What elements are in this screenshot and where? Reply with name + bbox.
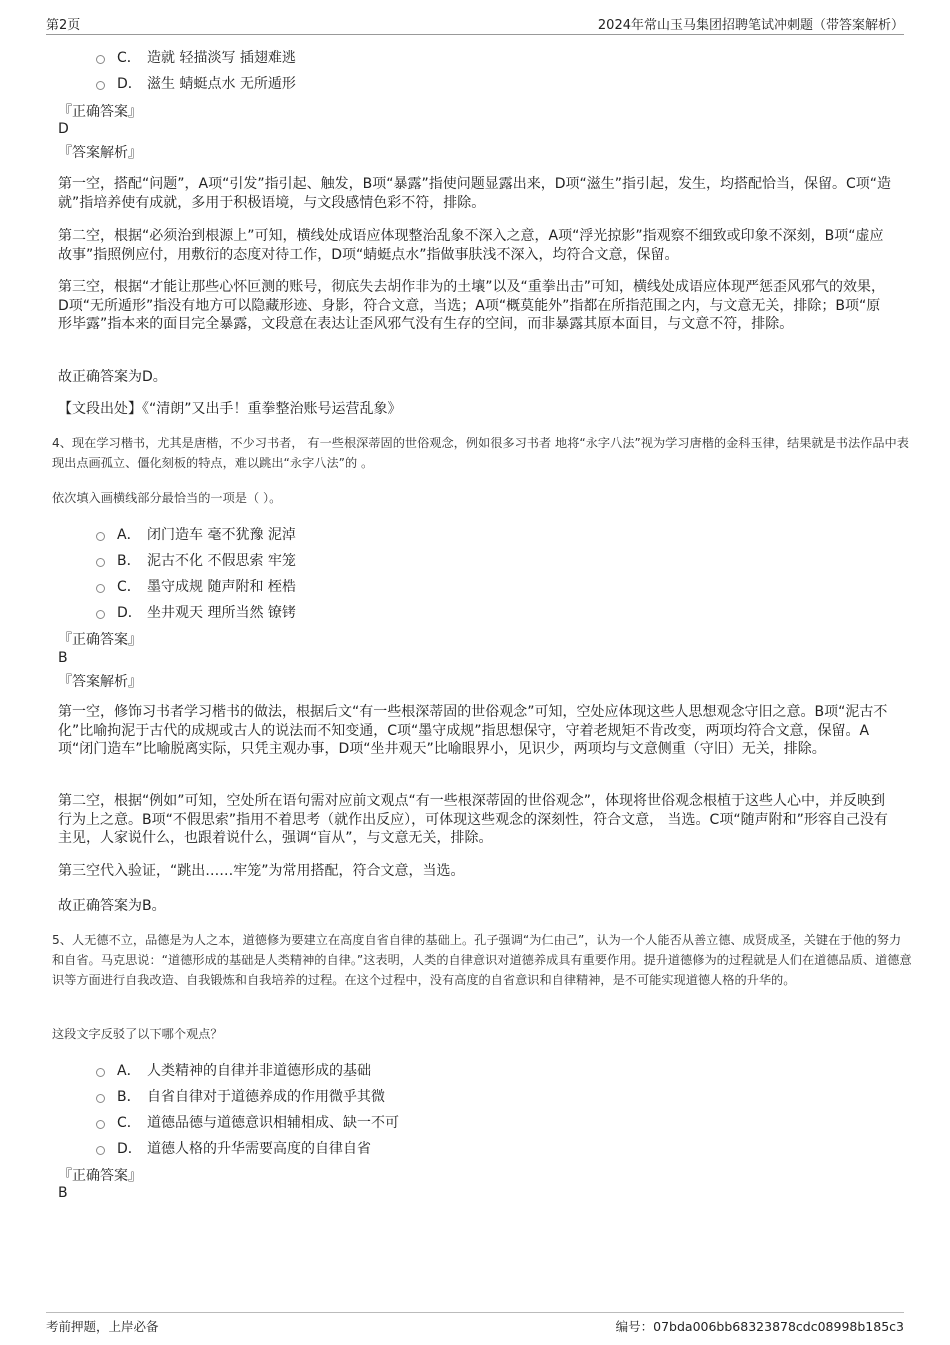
conclusion: 故正确答案为B。 — [58, 898, 166, 914]
q4-option-a[interactable]: A． 闭门造车 毫不犹豫 泥淖 — [96, 524, 296, 544]
page-header — [46, 14, 904, 35]
page-footer — [46, 1312, 904, 1335]
question-prompt: 这段文字反驳了以下哪个观点？ — [52, 1027, 223, 1041]
radio-icon[interactable] — [96, 1120, 105, 1129]
answer-label: 『正确答案』 — [58, 104, 142, 120]
radio-icon[interactable] — [96, 55, 105, 64]
analysis-paragraph: 第三空，根据“才能让那些心怀叵测的账号，彻底失去胡作非为的土壤”以及“重拳出击”可知，横线处成语应体现严惩歪风邪气的效果，D项“无所遁形”指没有地方可以隐藏形迹、身影，符合文意，当选；A项“概莫能外”指都在所指范围之内，与文意无关，排除；B项“原形毕露”指本来的面目完全暴露，文段意在表达让歪风邪气没有生存的空间，而非暴露其原本面目，与文意不符，排除。 — [58, 279, 886, 332]
answer-value: B — [58, 650, 68, 666]
answer-label: 『正确答案』 — [58, 1168, 142, 1184]
radio-icon[interactable] — [96, 1094, 105, 1103]
q5-option-c[interactable]: C． 道德品德与道德意识相辅相成、缺一不可 — [96, 1112, 399, 1132]
question-stem: 4、现在学习楷书，尤其是唐楷，不少习书者， 有一些根深蒂固的世俗观念，例如很多习书者 地将“永字八法”视为学习唐楷的金科玉律，结果就是书法作品中表现出点画孤立、僵化刻板的特点，难以跳出“永字八法”的 。 — [52, 436, 909, 470]
answer-label: 『正确答案』 — [58, 632, 142, 648]
analysis-paragraph: 第二空，根据“必须治到根源上”可知，横线处成语应体现整治乱象不深入之意，A项“浮光掠影”指观察不细致或印象不深刻，B项“虚应故事”指照例应付，用敷衍的态度对待工作，D项“蜻蜓点水”指做事肤浅不深入，均符合文意，保留。 — [58, 228, 884, 263]
q3-option-c[interactable]: C． 造就 轻描淡写 插翅难逃 — [96, 47, 296, 67]
analysis-label: 『答案解析』 — [58, 145, 142, 161]
radio-icon[interactable] — [96, 584, 105, 593]
q3-option-d[interactable]: D． 滋生 蜻蜓点水 无所遁形 — [96, 73, 296, 93]
radio-icon[interactable] — [96, 558, 105, 567]
document-id: 编号：07bda006bb68323878cdc08998b185c3 — [615, 1319, 904, 1334]
q5-option-b[interactable]: B． 自省自律对于道德养成的作用微乎其微 — [96, 1086, 385, 1106]
q5-option-a[interactable]: A． 人类精神的自律并非道德形成的基础 — [96, 1060, 371, 1080]
radio-icon[interactable] — [96, 532, 105, 541]
radio-icon[interactable] — [96, 610, 105, 619]
radio-icon[interactable] — [96, 81, 105, 90]
q5-option-d[interactable]: D． 道德人格的升华需要高度的自律自省 — [96, 1138, 371, 1158]
analysis-paragraph: 第三空代入验证，“跳出……牢笼”为常用搭配，符合文意，当选。 — [58, 863, 465, 879]
q4-option-b[interactable]: B． 泥古不化 不假思索 牢笼 — [96, 550, 296, 570]
answer-value: D — [58, 121, 69, 137]
q4-option-c[interactable]: C． 墨守成规 随声附和 桎梏 — [96, 576, 296, 596]
question-prompt: 依次填入画横线部分最恰当的一项是（ ）。 — [52, 491, 282, 505]
q4-option-d[interactable]: D． 坐井观天 理所当然 镣铐 — [96, 602, 296, 622]
radio-icon[interactable] — [96, 1146, 105, 1155]
page-number: 第2页 — [46, 18, 81, 33]
source-citation: 【文段出处】《“清朗”又出手！重拳整治账号运营乱象》 — [58, 401, 402, 417]
analysis-paragraph: 第一空，修饰习书者学习楷书的做法，根据后文“有一些根深蒂固的世俗观念”可知，空处应体现这些人思想观念守旧之意。B项“泥古不化”比喻拘泥于古代的成规或古人的说法而不知变通，C项“墨守成规”指思想保守，守着老规矩不肯改变，两项均符合文意，保留。A项“闭门造车”比喻脱离实际，只凭主观办事，D项“坐井观天”比喻眼界小，见识少，两项均与文意侧重（守旧）无关，排除。 — [58, 704, 888, 757]
analysis-label: 『答案解析』 — [58, 674, 142, 690]
document-title: 2024年常山玉马集团招聘笔试冲刺题（带答案解析） — [597, 18, 904, 33]
radio-icon[interactable] — [96, 1068, 105, 1077]
question-stem: 5、人无德不立，品德是为人之本，道德修为要建立在高度自省自律的基础上。孔子强调“为仁由己”，认为一个人能否从善立德、成贤成圣，关键在于他的努力和自省。马克思说：“道德形成的基础是人类精神的自律。”这表明，人类的自律意识对道德养成具有重要作用。提升道德修为的过程就是人们在道德品质、道德意识等方面进行自我改造、自我锻炼和自我培养的过程。在这个过程中，没有高度的自省意识和自律精神，是不可能实现道德人格的升华的。 — [52, 933, 912, 987]
footer-slogan: 考前押题，上岸必备 — [46, 1319, 159, 1334]
answer-value: B — [58, 1185, 68, 1201]
analysis-paragraph: 第二空，根据“例如”可知，空处所在语句需对应前文观点“有一些根深蒂固的世俗观念”，体现将世俗观念根植于这些人心中，并反映到行为上之意。B项“不假思索”指用不着思考（就作出反应），可体现这些观念的深刻性，符合文意， 当选。C项“随声附和”形容自己没有主见，人家说什么，也跟着说什么，强调“盲从”，与文意无关，排除。 — [58, 793, 888, 846]
analysis-paragraph: 第一空，搭配“问题”，A项“引发”指引起、触发，B项“暴露”指使问题显露出来，D项“滋生”指引起，发生，均搭配恰当，保留。C项“造就”指培养使有成就，多用于积极语境，与文段感情色彩不符，排除。 — [58, 176, 892, 211]
conclusion: 故正确答案为D。 — [58, 369, 167, 385]
